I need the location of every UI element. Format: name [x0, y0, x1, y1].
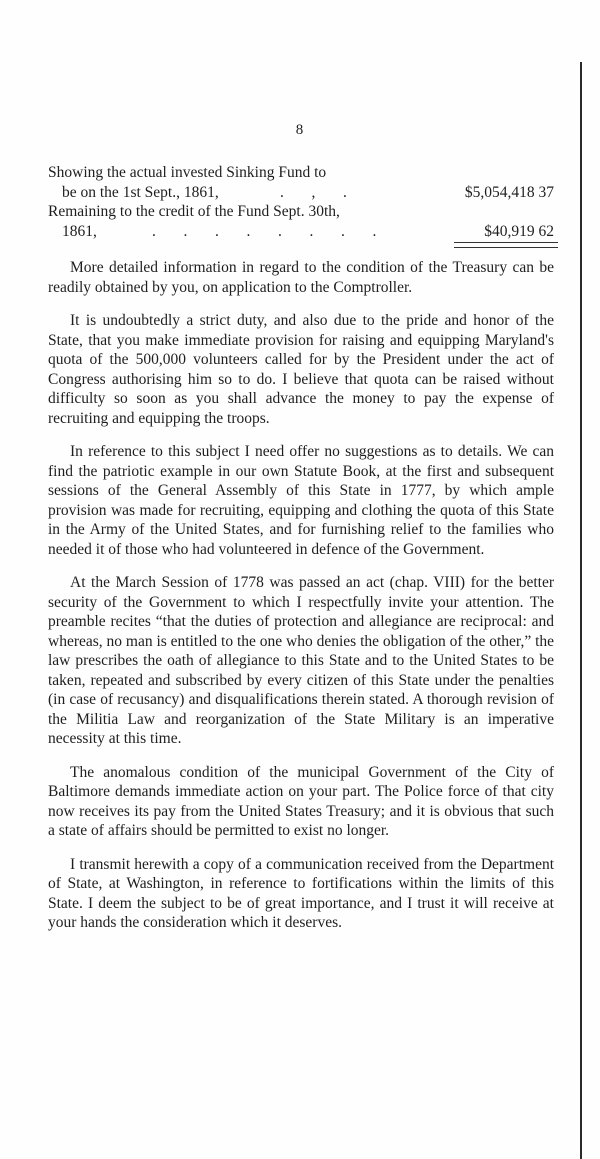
ledger-label: be on the 1st Sept., 1861, [62, 183, 219, 201]
ledger-amount: $5,054,418 37 [464, 183, 554, 201]
page-number: 8 [295, 122, 305, 138]
ledger-row [48, 183, 554, 203]
paragraph: It is undoubtedly a strict duty, and also due to the pride and honor of the State, that you make immediate provision for raising and equipping Maryland's quota of the 500,000 volunteers called for by the President under the act of Congress authorising him so to do. I believe that quota can be raised without difficulty so soon as you shall advance the money to pay the expense of recruiting and equipping the troops. [48, 312, 554, 427]
leader-dots: . , . [280, 183, 351, 201]
paragraph: I transmit herewith a copy of a communication received from the Department of State, at Washington, in reference to fortifications within the limits of this State. I deem the subject to be of great importance, and I trust it will receive at your hands the consideration which it deserves. [48, 855, 554, 931]
ledger-label: Remaining to the credit of the Fund Sept. 30th, [48, 203, 340, 220]
ledger-row [48, 202, 554, 222]
letter-body [48, 258, 554, 947]
leader-dots: . . . . . . . . [152, 222, 381, 240]
ledger-amount: $40,919 62 [484, 222, 554, 240]
paragraph: The anomalous condition of the municipal Government of the City of Baltimore demands immediate action on your part. The Police force of that city now receives its pay from the United States Treasury; and it is obvious that such a state of affairs should be permitted to exist no longer. [48, 763, 554, 839]
ledger-row [48, 163, 554, 183]
paragraph: At the March Session of 1778 was passed an act (chap. VIII) for the better security of the Government to which I respectfully invite your attention. The preamble recites “that the duties of protection and allegiance are reciprocal: and whereas, no man is entitled to the one who denies the obligation of the other,” the law prescribes the oath of allegiance to this State and to the United States to be taken, repeated and subscribed by every citizen of this State under the penalties (in case of recusancy) and disqualifications therein stated. A thorough revision of the Militia Law and reorganization of the State Military is an imperative necessity at this time. [48, 574, 555, 747]
ledger-row [48, 222, 554, 242]
ledger-label: 1861, [62, 222, 97, 240]
sinking-fund-ledger [48, 163, 554, 241]
double-rule [454, 242, 558, 248]
paragraph: In reference to this subject I need offer no suggestions as to details. We can find the patriotic example in our own Statute Book, at the first and subsequent sessions of the General Assembly of this State in 1777, by which ample provision was made for recruiting, equipping and clothing the quota of this State in the Army of the United States, and for furnishing relief to the families who needed it of those who had volunteered in defence of the Government. [48, 443, 554, 558]
ledger-label: Showing the actual invested Sinking Fund to [48, 164, 327, 181]
page-edge-line [580, 62, 582, 1159]
paragraph: More detailed information in regard to the condition of the Treasury can be readily obtained by you, on application to the Comptroller. [48, 259, 554, 296]
